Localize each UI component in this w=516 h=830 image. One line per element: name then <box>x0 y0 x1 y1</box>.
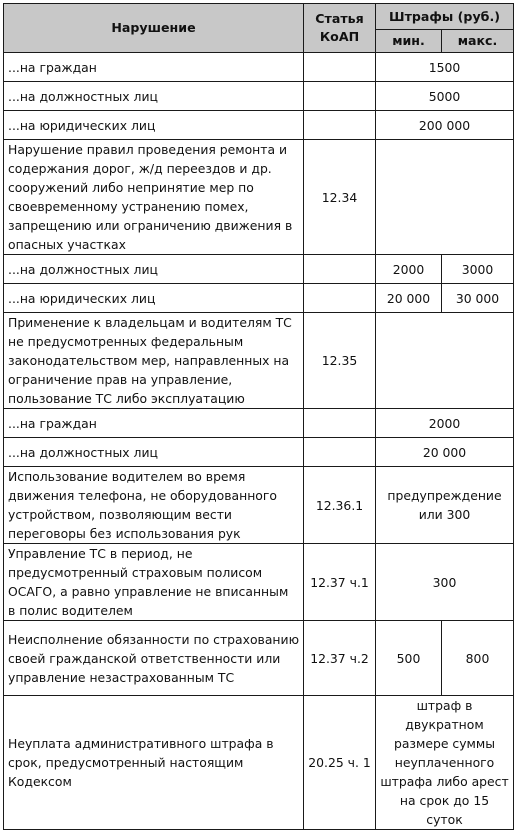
violation-cell: ...на граждан <box>4 53 304 82</box>
article-cell <box>304 82 376 111</box>
violation-cell: ...на должностных лиц <box>4 255 304 284</box>
table-row <box>4 53 514 82</box>
fine-cell: предупреждение или 300 <box>376 467 514 544</box>
fine-max-cell: 3000 <box>442 255 514 284</box>
table-row <box>4 544 514 621</box>
article-cell <box>304 53 376 82</box>
fine-cell: 200 000 <box>376 111 514 140</box>
fine-min-cell: 20 000 <box>376 284 442 313</box>
fine-cell: 1500 <box>376 53 514 82</box>
fine-cell: штраф в двукратном размере суммы неуплаченного штрафа либо арест на срок до 15 суток <box>376 696 514 830</box>
violation-cell: ...на юридических лиц <box>4 284 304 313</box>
article-cell <box>304 255 376 284</box>
table-row <box>4 140 514 255</box>
fine-min-cell: 2000 <box>376 255 442 284</box>
article-cell: 12.36.1 <box>304 467 376 544</box>
header-article: Статья КоАП <box>304 4 376 53</box>
article-cell: 12.34 <box>304 140 376 255</box>
violation-cell: Нарушение правил проведения ремонта и содержания дорог, ж/д переездов и др. сооружений либо непринятие мер по своевременному устранению помех, запрещению или ограничению движения в опасных участках <box>4 140 304 255</box>
table-row <box>4 111 514 140</box>
table-row <box>4 438 514 467</box>
article-cell: 20.25 ч. 1 <box>304 696 376 830</box>
fine-cell: 300 <box>376 544 514 621</box>
violation-cell: Неисполнение обязанности по страхованию своей гражданской ответственности или управление незастрахованным ТС <box>4 621 304 696</box>
article-cell: 12.37 ч.2 <box>304 621 376 696</box>
header-min: мин. <box>376 30 442 53</box>
violation-cell: Неуплата административного штрафа в срок, предусмотренный настоящим Кодексом <box>4 696 304 830</box>
header-fines: Штрафы (руб.) <box>376 4 514 30</box>
violation-cell: ...на должностных лиц <box>4 82 304 111</box>
fine-max-cell: 30 000 <box>442 284 514 313</box>
fine-min-cell: 500 <box>376 621 442 696</box>
table-row <box>4 409 514 438</box>
violation-cell: Применение к владельцам и водителям ТС не предусмотренных федеральным законодательством мер, направленных на ограничение прав на управление, пользование ТС либо эксплуатацию <box>4 313 304 409</box>
header-max: макс. <box>442 30 514 53</box>
table-row <box>4 621 514 696</box>
violation-cell: ...на должностных лиц <box>4 438 304 467</box>
fine-cell <box>376 313 514 409</box>
table-row <box>4 82 514 111</box>
article-cell <box>304 111 376 140</box>
header-violation: Нарушение <box>4 4 304 53</box>
fines-table <box>3 3 514 830</box>
article-cell <box>304 284 376 313</box>
fine-max-cell: 800 <box>442 621 514 696</box>
article-cell: 12.35 <box>304 313 376 409</box>
table-row <box>4 313 514 409</box>
article-cell <box>304 409 376 438</box>
table-row <box>4 255 514 284</box>
violation-cell: ...на юридических лиц <box>4 111 304 140</box>
fine-cell <box>376 140 514 255</box>
fine-cell: 5000 <box>376 82 514 111</box>
article-cell: 12.37 ч.1 <box>304 544 376 621</box>
violation-cell: Управление ТС в период, не предусмотренный страховым полисом ОСАГО, а равно управление не вписанным в полис водителем <box>4 544 304 621</box>
table-row <box>4 284 514 313</box>
fine-cell: 20 000 <box>376 438 514 467</box>
table-row <box>4 696 514 830</box>
violation-cell: ...на граждан <box>4 409 304 438</box>
fine-cell: 2000 <box>376 409 514 438</box>
table-row <box>4 467 514 544</box>
violation-cell: Использование водителем во время движения телефона, не оборудованного устройством, позволяющим вести переговоры без использования рук <box>4 467 304 544</box>
article-cell <box>304 438 376 467</box>
